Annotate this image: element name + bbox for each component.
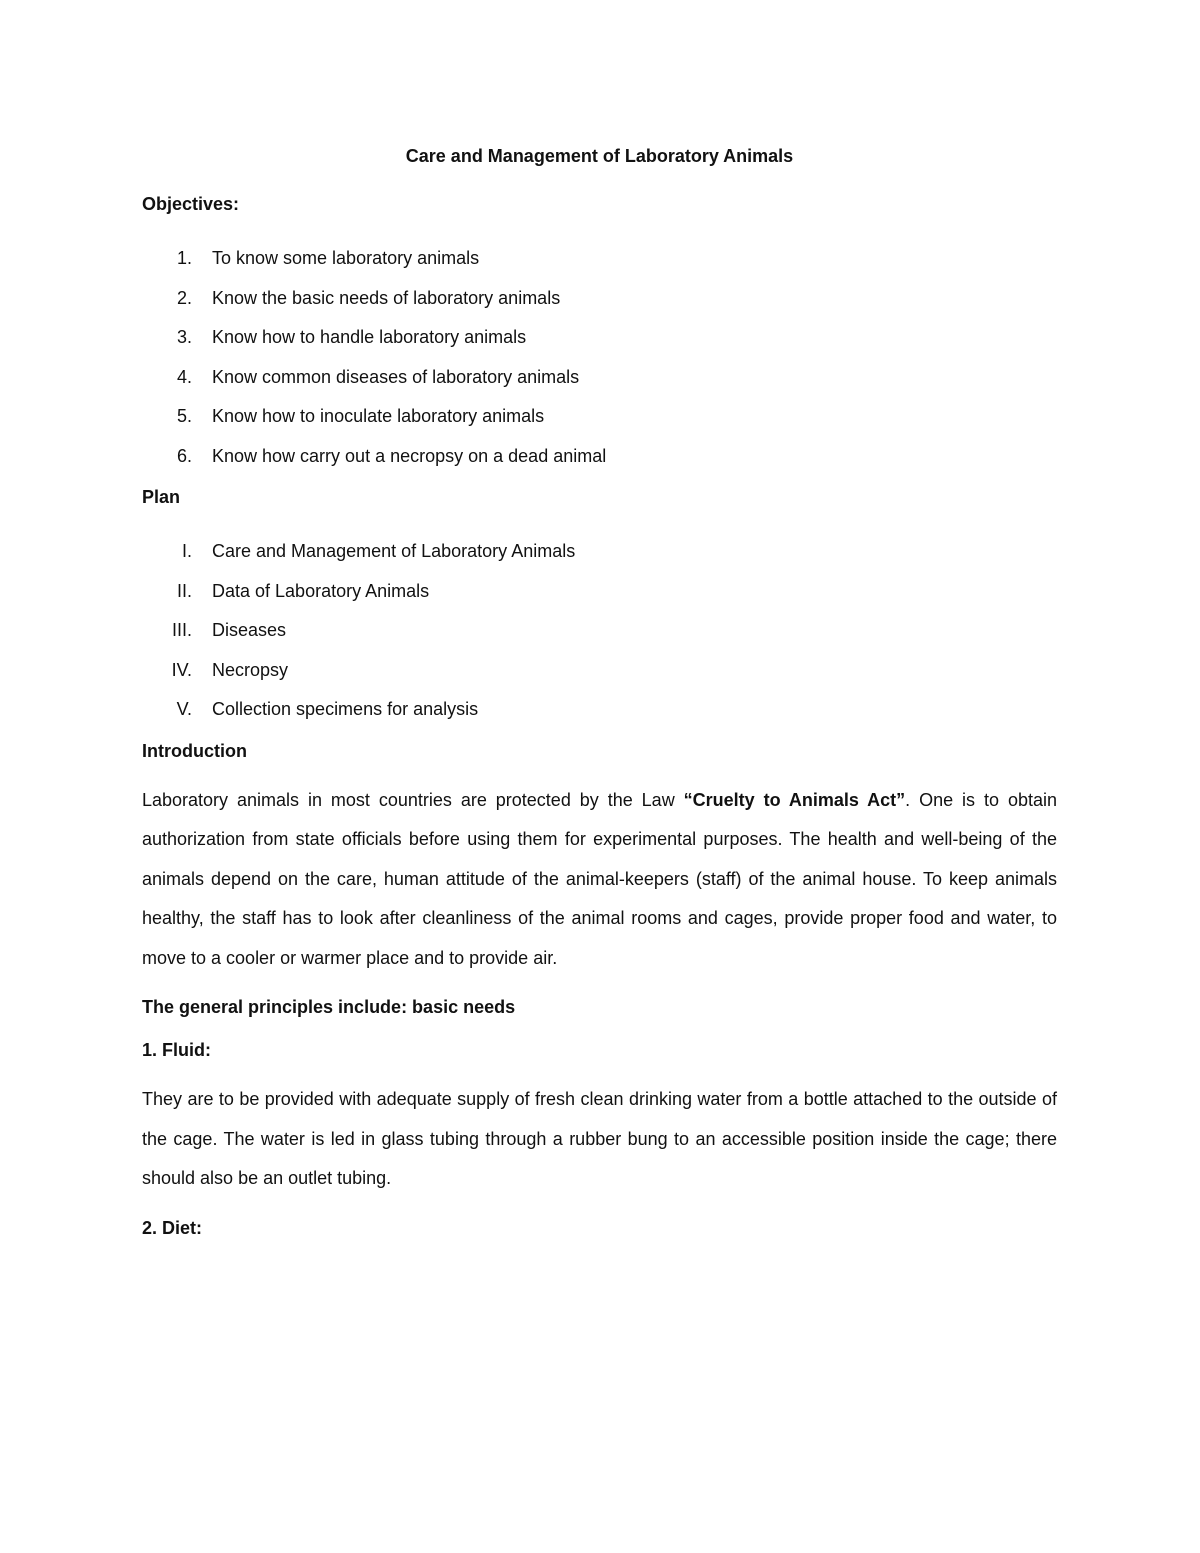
list-marker: V. [176, 699, 192, 719]
list-item [142, 616, 1057, 656]
list-item [142, 656, 1057, 696]
list-item-text: Know how carry out a necropsy on a dead animal [212, 445, 607, 466]
list-item [142, 244, 1057, 284]
list-item-text: Know common diseases of laboratory animals [212, 366, 580, 387]
list-item [142, 577, 1057, 617]
objectives-list [142, 244, 1057, 481]
plan-list [142, 537, 1057, 735]
list-marker: 2. [176, 287, 192, 308]
list-marker: IV. [171, 659, 192, 680]
list-item [142, 442, 1057, 482]
list-item-text: Know how to inoculate laboratory animals [212, 406, 545, 426]
introduction-text-start: Laboratory animals in most countries are protected by the Law [142, 789, 684, 810]
list-item-text: Diseases [212, 620, 287, 640]
list-marker: III. [171, 620, 192, 640]
list-marker: 3. [176, 327, 192, 347]
list-item [142, 284, 1057, 324]
list-item-text: Collection specimens for analysis [212, 699, 479, 719]
objectives-heading: Objectives: [142, 194, 240, 214]
list-marker: 1. [176, 248, 192, 268]
introduction-heading: Introduction [142, 740, 247, 761]
list-marker: 5. [176, 406, 192, 426]
list-item-text: Data of Laboratory Animals [212, 580, 430, 601]
introduction-text-end: . One is to obtain authorization from state officials before using them for experimental purposes. The health and well-being of the animals depend on the care, human attitude of the animal-keepers (staff) of the animal house. To keep animals healthy, the staff has to look after cleanliness of the animal rooms and cages, provide proper food and water, to move to a cooler or warmer place and to provide air. [142, 789, 1057, 968]
list-marker: I. [181, 541, 192, 561]
list-marker: 4. [176, 366, 192, 387]
list-item-text: Care and Management of Laboratory Animals [212, 541, 576, 561]
list-marker: II. [176, 580, 192, 601]
list-item [142, 695, 1057, 735]
document-title: Care and Management of Laboratory Animals [405, 146, 794, 166]
list-item [142, 402, 1057, 442]
fluid-heading: 1. Fluid: [142, 1040, 211, 1060]
list-marker: 6. [176, 445, 192, 466]
introduction-paragraph [142, 781, 1057, 979]
list-item-text: Know how to handle laboratory animals [212, 327, 527, 347]
list-item-text: Know the basic needs of laboratory animals [212, 287, 561, 308]
list-item [142, 537, 1057, 577]
plan-heading: Plan [142, 487, 181, 507]
list-item [142, 323, 1057, 363]
principles-heading: The general principles include: basic needs [142, 997, 516, 1017]
list-item [142, 363, 1057, 403]
list-item-text: Necropsy [212, 659, 289, 680]
act-name: “Cruelty to Animals Act” [683, 789, 906, 810]
document-content [142, 142, 1057, 1242]
list-item-text: To know some laboratory animals [212, 248, 480, 268]
diet-heading: 2. Diet: [142, 1217, 203, 1238]
fluid-paragraph: They are to be provided with adequate supply of fresh clean drinking water from a bottle attached to the outside of the cage. The water is led in glass tubing through a rubber bung to an accessible position inside the cage; there should also be an outlet tubing. [142, 1089, 1057, 1188]
